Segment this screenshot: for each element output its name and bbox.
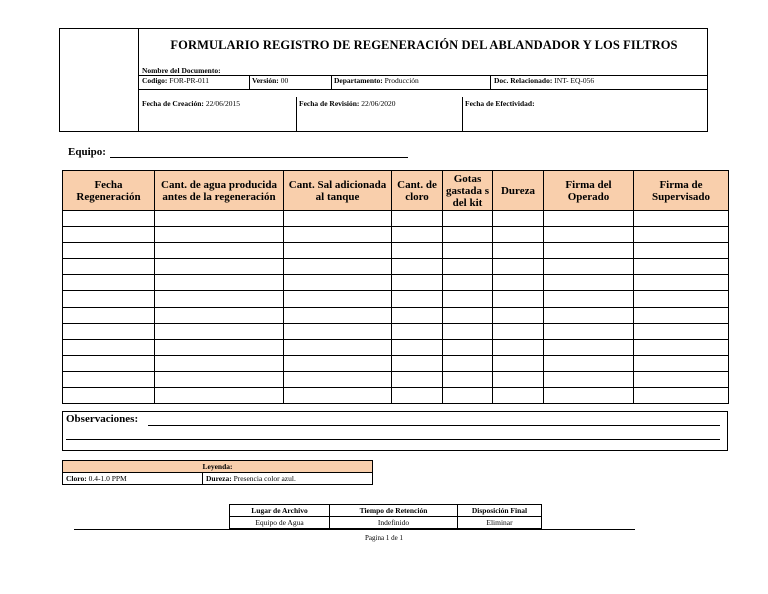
- table-cell[interactable]: [155, 355, 284, 371]
- header-divider-2: [139, 89, 708, 90]
- table-cell[interactable]: [63, 307, 155, 323]
- table-cell[interactable]: [284, 371, 392, 387]
- table-cell[interactable]: [544, 307, 634, 323]
- table-cell[interactable]: [634, 211, 729, 227]
- table-cell[interactable]: [392, 227, 443, 243]
- table-cell[interactable]: [155, 275, 284, 291]
- table-cell[interactable]: [634, 339, 729, 355]
- archive-header-tiempo: Tiempo de Retención: [330, 505, 458, 517]
- table-cell[interactable]: [63, 243, 155, 259]
- table-cell[interactable]: [443, 388, 493, 404]
- table-cell[interactable]: [634, 243, 729, 259]
- table-row: [63, 291, 729, 307]
- table-cell[interactable]: [634, 388, 729, 404]
- table-cell[interactable]: [634, 355, 729, 371]
- table-cell[interactable]: [544, 339, 634, 355]
- fecha-creacion-label: Fecha de Creación:: [142, 99, 204, 108]
- table-cell[interactable]: [392, 291, 443, 307]
- table-cell[interactable]: [493, 339, 544, 355]
- table-cell[interactable]: [493, 243, 544, 259]
- table-cell[interactable]: [493, 227, 544, 243]
- table-cell[interactable]: [634, 275, 729, 291]
- table-row: [63, 355, 729, 371]
- version-label: Versión:: [252, 76, 279, 85]
- col-cant-agua: Cant. de agua producida antes de la regeneración: [155, 171, 284, 211]
- legend-dureza-label: Dureza:: [206, 473, 232, 483]
- col-fecha-regeneracion: Fecha Regeneración: [63, 171, 155, 211]
- table-cell[interactable]: [392, 371, 443, 387]
- table-cell[interactable]: [634, 307, 729, 323]
- table-cell[interactable]: [544, 243, 634, 259]
- table-row: [63, 339, 729, 355]
- table-cell[interactable]: [155, 371, 284, 387]
- observaciones-box: [62, 411, 728, 451]
- table-cell[interactable]: [443, 259, 493, 275]
- header-vdivider-2: [331, 75, 332, 89]
- legend-dureza: [203, 473, 373, 485]
- table-cell[interactable]: [634, 291, 729, 307]
- header-divider-1: [139, 75, 708, 76]
- header-vdivider-4: [296, 97, 297, 132]
- table-cell[interactable]: [155, 291, 284, 307]
- table-cell[interactable]: [493, 211, 544, 227]
- table-cell[interactable]: [63, 339, 155, 355]
- table-cell[interactable]: [634, 227, 729, 243]
- regeneration-table: [62, 170, 729, 404]
- legend-dureza-value: Presencia color azul.: [233, 473, 296, 483]
- table-cell[interactable]: [392, 211, 443, 227]
- table-row: [63, 371, 729, 387]
- table-cell[interactable]: [443, 291, 493, 307]
- table-cell[interactable]: [443, 307, 493, 323]
- table-cell[interactable]: [443, 275, 493, 291]
- doc-name-label: Nombre del Documento:: [142, 66, 221, 75]
- table-cell[interactable]: [544, 291, 634, 307]
- table-cell[interactable]: [392, 243, 443, 259]
- departamento-label: Departamento:: [334, 76, 383, 85]
- version-field: [252, 76, 288, 85]
- table-cell[interactable]: [493, 307, 544, 323]
- footer-line: [74, 529, 635, 530]
- table-cell[interactable]: [155, 227, 284, 243]
- table-cell[interactable]: [284, 388, 392, 404]
- table-header-row: [63, 171, 729, 211]
- departamento-value: Producción: [384, 76, 419, 85]
- header-vdivider-1: [249, 75, 250, 89]
- table-cell[interactable]: [544, 259, 634, 275]
- fecha-revision-field: [299, 99, 395, 108]
- table-cell[interactable]: [544, 388, 634, 404]
- col-dureza: Dureza: [493, 171, 544, 211]
- table-cell[interactable]: [63, 388, 155, 404]
- doc-rel-field: [494, 76, 594, 85]
- table-cell[interactable]: [155, 323, 284, 339]
- codigo-value: FOR-PR-011: [169, 76, 210, 85]
- table-cell[interactable]: [392, 275, 443, 291]
- table-cell[interactable]: [493, 259, 544, 275]
- table-cell[interactable]: [493, 291, 544, 307]
- table-cell[interactable]: [443, 355, 493, 371]
- table-cell[interactable]: [443, 211, 493, 227]
- table-cell[interactable]: [443, 323, 493, 339]
- table-cell[interactable]: [443, 339, 493, 355]
- logo-placeholder: [59, 28, 139, 132]
- table-cell[interactable]: [284, 339, 392, 355]
- table-cell[interactable]: [63, 323, 155, 339]
- archive-table: [229, 504, 542, 529]
- table-cell[interactable]: [284, 323, 392, 339]
- col-gotas-gastadas: Gotas gastada s del kit: [443, 171, 493, 211]
- table-cell[interactable]: [63, 259, 155, 275]
- table-cell[interactable]: [155, 243, 284, 259]
- col-firma-supervisado: Firma de Supervisado: [634, 171, 729, 211]
- table-cell[interactable]: [634, 259, 729, 275]
- fecha-revision-label: Fecha de Revisión:: [299, 99, 360, 108]
- equipo-input-line[interactable]: [110, 157, 408, 158]
- departamento-field: [334, 76, 419, 85]
- table-cell[interactable]: [392, 323, 443, 339]
- table-row: [63, 323, 729, 339]
- table-cell[interactable]: [544, 323, 634, 339]
- table-cell[interactable]: [443, 227, 493, 243]
- table-cell[interactable]: [493, 355, 544, 371]
- fecha-creacion-field: [142, 99, 240, 108]
- table-cell[interactable]: [392, 339, 443, 355]
- table-cell[interactable]: [544, 227, 634, 243]
- legend-cloro-label: Cloro:: [66, 473, 87, 483]
- table-row: [63, 388, 729, 404]
- legend-cloro-value: 0.4-1.0 PPM: [88, 473, 127, 483]
- table-cell[interactable]: [544, 211, 634, 227]
- table-cell[interactable]: [544, 355, 634, 371]
- equipo-label: Equipo:: [68, 146, 106, 158]
- table-cell[interactable]: [63, 275, 155, 291]
- table-cell[interactable]: [155, 259, 284, 275]
- table-cell[interactable]: [284, 307, 392, 323]
- codigo-label: Codigo:: [142, 76, 168, 85]
- table-cell[interactable]: [284, 227, 392, 243]
- table-row: [63, 259, 729, 275]
- archive-value-lugar: Equipo de Agua: [230, 517, 330, 529]
- header-vdivider-5: [462, 97, 463, 132]
- table-cell[interactable]: [155, 388, 284, 404]
- form-title: FORMULARIO REGISTRO DE REGENERACIÓN DEL ABLANDADOR Y LOS FILTROS: [170, 38, 678, 52]
- archive-value-disposicion: Eliminar: [458, 517, 542, 529]
- col-cant-cloro: Cant. de cloro: [392, 171, 443, 211]
- table-cell[interactable]: [544, 371, 634, 387]
- table-cell[interactable]: [284, 291, 392, 307]
- table-cell[interactable]: [63, 371, 155, 387]
- doc-rel-value: INT- EQ-056: [554, 76, 595, 85]
- table-cell[interactable]: [155, 307, 284, 323]
- col-firma-operado: Firma del Operado: [544, 171, 634, 211]
- fecha-efectividad-label: Fecha de Efectividad:: [465, 99, 535, 108]
- table-row: [63, 275, 729, 291]
- table-cell[interactable]: [284, 355, 392, 371]
- table-cell[interactable]: [392, 388, 443, 404]
- table-row: [63, 307, 729, 323]
- table-cell[interactable]: [493, 323, 544, 339]
- table-cell[interactable]: [284, 275, 392, 291]
- col-cant-sal: Cant. Sal adicionada al tanque: [284, 171, 392, 211]
- table-cell[interactable]: [634, 323, 729, 339]
- table-cell[interactable]: [544, 275, 634, 291]
- table-cell[interactable]: [493, 388, 544, 404]
- archive-header-disposicion: Disposición Final: [458, 505, 542, 517]
- table-cell[interactable]: [443, 243, 493, 259]
- fecha-creacion-value: 22/06/2015: [205, 99, 240, 108]
- legend-table: [62, 460, 373, 485]
- observaciones-label: Observaciones:: [66, 413, 139, 425]
- fecha-revision-value: 22/06/2020: [361, 99, 396, 108]
- table-cell[interactable]: [284, 211, 392, 227]
- table-cell[interactable]: [443, 371, 493, 387]
- table-cell[interactable]: [392, 307, 443, 323]
- table-cell[interactable]: [63, 227, 155, 243]
- page-number: Pagina 1 de 1: [365, 534, 403, 542]
- observaciones-line-1[interactable]: [148, 425, 720, 426]
- archive-value-tiempo: Indefinido: [330, 517, 458, 529]
- legend-cloro: [63, 473, 203, 485]
- table-row: [63, 211, 729, 227]
- table-cell[interactable]: [284, 259, 392, 275]
- table-cell[interactable]: [634, 371, 729, 387]
- table-cell[interactable]: [493, 371, 544, 387]
- table-row: [63, 243, 729, 259]
- table-row: [63, 227, 729, 243]
- doc-rel-label: Doc. Relacionado:: [494, 76, 553, 85]
- table-cell[interactable]: [155, 211, 284, 227]
- table-cell[interactable]: [63, 291, 155, 307]
- table-cell[interactable]: [63, 355, 155, 371]
- table-cell[interactable]: [284, 243, 392, 259]
- observaciones-line-2[interactable]: [66, 439, 720, 440]
- table-cell[interactable]: [493, 275, 544, 291]
- table-cell[interactable]: [392, 259, 443, 275]
- version-value: 00: [280, 76, 289, 85]
- archive-header-lugar: Lugar de Archivo: [230, 505, 330, 517]
- table-cell[interactable]: [63, 211, 155, 227]
- codigo-field: [142, 76, 209, 85]
- table-cell[interactable]: [392, 355, 443, 371]
- legend-title: Leyenda:: [63, 461, 373, 473]
- header-vdivider-3: [490, 75, 491, 89]
- table-cell[interactable]: [155, 339, 284, 355]
